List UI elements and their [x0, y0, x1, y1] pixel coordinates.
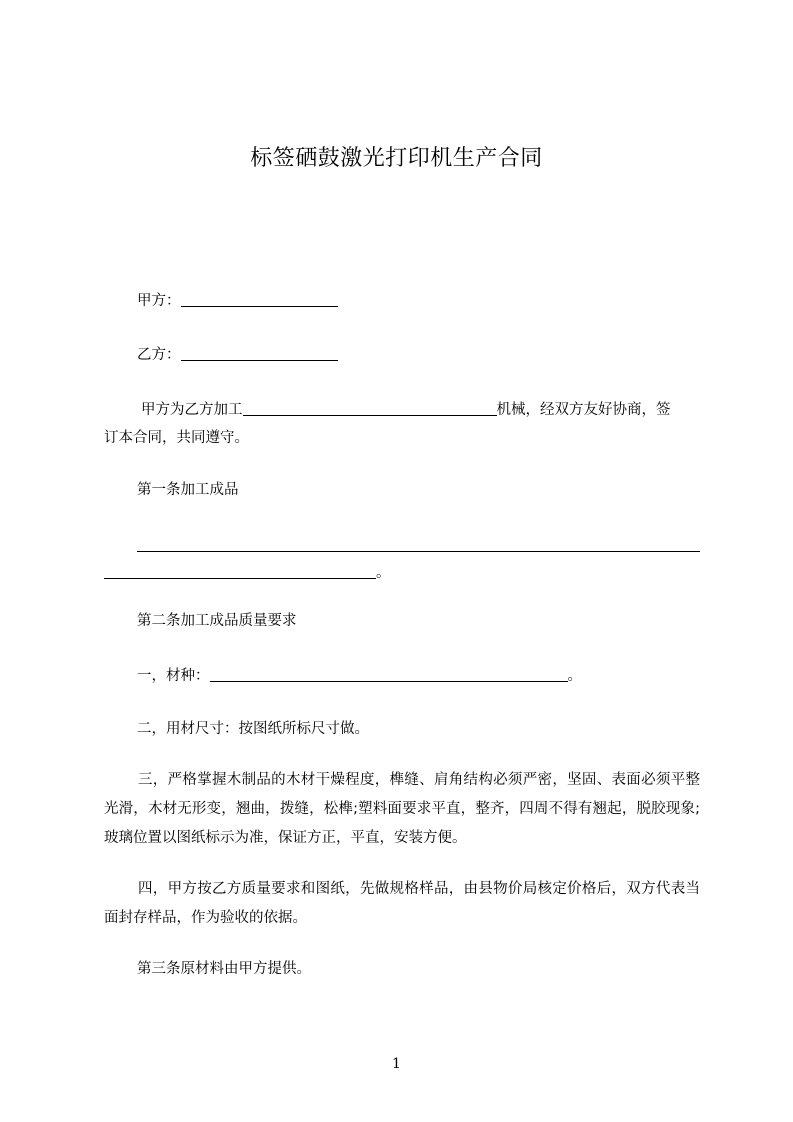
party-a-label: 甲方：	[137, 293, 181, 309]
article2-item1	[137, 662, 582, 690]
article1-heading: 第一条加工成品	[137, 482, 239, 498]
article3-heading: 第三条原材料由甲方提供。	[137, 961, 311, 977]
article2-item2: 二，用材尺寸：按图纸所标尺寸做。	[137, 721, 369, 737]
article2-heading: 第二条加工成品质量要求	[137, 613, 297, 629]
party-b-blank[interactable]	[181, 346, 338, 361]
item1-blank[interactable]	[210, 667, 568, 682]
party-a-line	[137, 287, 338, 315]
article2-item4: 四，甲方按乙方质量要求和图纸，先做规格样品，由县物价局核定价格后，双方代表当面封存样品，作为验收的依据。	[104, 881, 700, 926]
article1-end-mark: 。	[376, 565, 391, 581]
intro-line-2: 订本合同，共同遵守。	[104, 430, 249, 446]
intro-blank[interactable]	[243, 401, 497, 416]
intro-line-1	[141, 396, 671, 424]
article2-item3: 三，严格掌握木制品的木材干燥程度，榫缝、肩角结构必须严密，坚固、表面必须平整光滑，木材无形变，翘曲，拨缝，松榫;塑料面要求平直，整齐，四周不得有翘起，脱胶现象;玻璃位置以图纸标示为准，保证方正，平直，安装方便。	[104, 772, 700, 846]
article1-blank-2[interactable]	[104, 564, 376, 579]
article1-blank-line-2	[104, 559, 391, 587]
party-b-line	[137, 341, 338, 369]
intro-start: 甲方为乙方加工	[141, 402, 243, 418]
intro-after-blank: 机械，经双方友好协商，签	[496, 402, 671, 418]
page-number: 1	[392, 1056, 401, 1072]
article1-blank-line-1	[137, 532, 700, 560]
item1-end: 。	[567, 668, 582, 684]
document-title: 标签硒鼓激光打印机生产合同	[250, 146, 543, 171]
party-a-blank[interactable]	[181, 292, 338, 307]
party-b-label: 乙方：	[137, 347, 181, 363]
item1-label: 一，材种：	[137, 668, 210, 684]
article1-blank-1[interactable]	[137, 537, 700, 552]
